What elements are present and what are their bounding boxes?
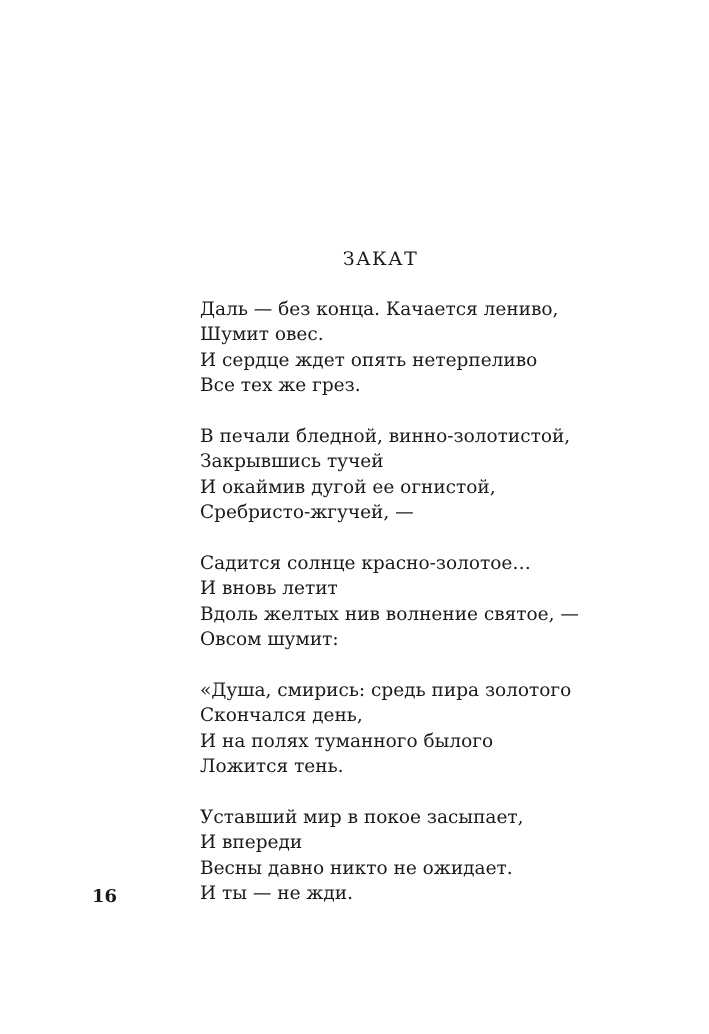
poem-line: Скончался день,	[200, 705, 363, 727]
poem-line: Вдоль желтых нив волнение святое, —	[200, 603, 579, 625]
page-number: 16	[92, 886, 118, 907]
poem-line: И впереди	[200, 832, 303, 854]
poem-line: Садится солнце красно-золотое…	[200, 553, 531, 575]
poem-line: Сребристо-жгучей, —	[200, 502, 414, 524]
poem-line: Даль — без конца. Качается лениво,	[200, 299, 559, 320]
stanza	[200, 424, 660, 526]
poem-line: И окаймив дугой ее огнистой,	[200, 476, 496, 498]
poem-line: И сердце ждет опять нетерпеливо	[200, 349, 538, 371]
poem-line: Все тех же грез.	[200, 375, 361, 397]
poem-line: Весны давно никто не ожидает.	[200, 857, 513, 879]
stanza	[200, 551, 660, 653]
poem-line: Ложится тень.	[200, 756, 344, 778]
poem-line: В печали бледной, винно-золотистой,	[200, 426, 571, 448]
poem-body	[200, 297, 660, 932]
stanza	[200, 805, 660, 907]
poem-line: И ты — не жди.	[200, 883, 354, 905]
stanza	[200, 297, 660, 399]
poem-line: «Душа, смирись: средь пира золотого	[200, 680, 572, 702]
poem-line: Шумит овес.	[200, 324, 324, 346]
poem-line: И на полях туманного былого	[200, 730, 494, 752]
poem-line: И вновь летит	[200, 578, 338, 600]
stanza	[200, 678, 660, 780]
poem-line: Закрывшись тучей	[200, 451, 384, 473]
poem-title: ЗАКАТ	[342, 248, 419, 270]
poem-line: Уставший мир в покое засыпает,	[200, 807, 524, 829]
poem-line: Овсом шумит:	[200, 629, 339, 651]
